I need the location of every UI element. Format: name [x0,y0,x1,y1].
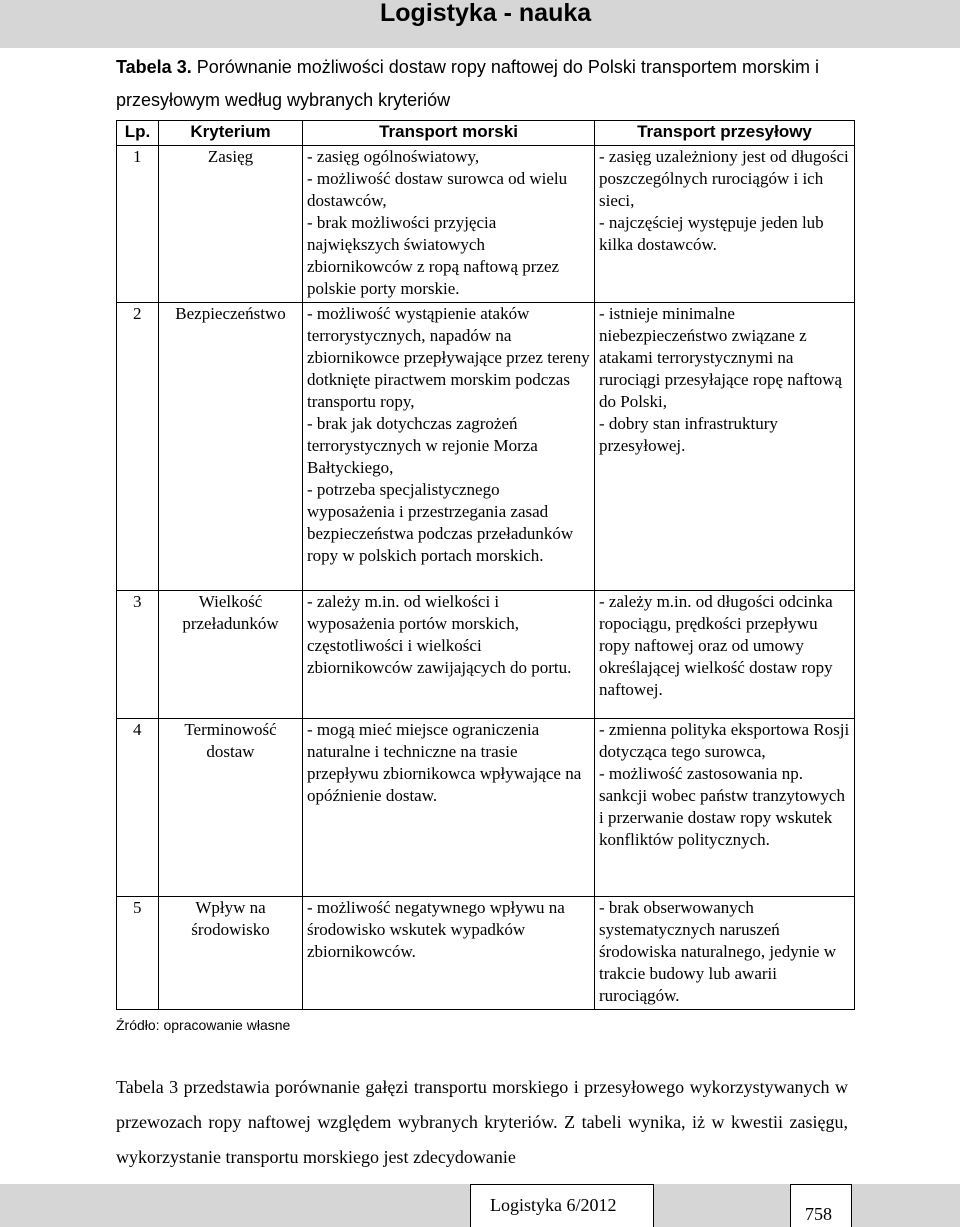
row-number-line: 5 [133,898,142,917]
row-sea-transport-line: - możliwość dostaw surowca od wielu dostawców, [307,169,568,210]
row-pipeline-transport [595,146,855,303]
row-sea-transport [303,591,595,719]
row-sea-transport [303,303,595,591]
row-criterion [159,897,303,1010]
row-pipeline-transport-line: - zasięg uzależniony jest od długości poszczególnych rurociągów i ich sieci, [599,147,849,210]
row-pipeline-transport-line: - najczęściej występuje jeden lub kilka dostawców. [599,213,824,254]
row-sea-transport [303,897,595,1010]
table-row [117,897,855,1010]
row-pipeline-transport [595,591,855,719]
table-row [117,591,855,719]
row-number [117,146,159,303]
column-header-sea: Transport morski [303,121,595,146]
row-sea-transport [303,719,595,897]
row-pipeline-transport-line: - możliwość zastosowania np. sankcji wobec państw tranzytowych i przerwanie dostaw ropy wskutek konfliktów politycznych. [599,764,845,849]
column-header-pipeline: Transport przesyłowy [595,121,855,146]
row-number [117,303,159,591]
row-pipeline-transport-line: - zależy m.in. od długości odcinka ropociągu, prędkości przepływu ropy naftowej oraz od umowy określającej wielkość dostaw ropy naftowej. [599,592,833,699]
caption-text: Porównanie możliwości dostaw ropy naftowej do Polski transportem morskim i przesyłowym według wybranych kryteriów [116,57,819,110]
row-number-line: 4 [133,720,142,739]
row-criterion-line: Bezpieczeństwo [175,304,286,323]
row-criterion [159,591,303,719]
comparison-table [116,120,855,1010]
row-sea-transport-line: - możliwość wystąpienie ataków terrorystycznych, napadów na zbiornikowce przepływające przez tereny dotknięte piractwem morskim podczas transportu ropy, [307,304,590,411]
row-number [117,719,159,897]
page-header-title: Logistyka - nauka [380,0,592,27]
row-pipeline-transport-line: - istnieje minimalne niebezpieczeństwo związane z atakami terrorystycznymi na rurociągi przesyłające ropę naftową do Polski, [599,304,843,411]
row-pipeline-transport [595,303,855,591]
row-sea-transport-line: - zasięg ogólnoświatowy, [307,147,480,166]
table-caption [116,51,856,117]
row-sea-transport-line: - brak możliwości przyjęcia największych światowych zbiornikowców z ropą naftową przez polskie porty morskie. [307,213,560,298]
row-criterion-line: Wielkość przeładunków [182,592,279,633]
table-row [117,719,855,897]
table-header-row [117,121,855,146]
row-number [117,591,159,719]
row-number-line: 3 [133,592,142,611]
row-sea-transport [303,146,595,303]
body-paragraph: Tabela 3 przedstawia porównanie gałęzi transportu morskiego i przesyłowego wykorzystywanych w przewozach ropy naftowej względem wybranych kryteriów. Z tabeli wynika, iż w kwestii zasięgu, wykorzystanie transportu morskiego jest zdecydowanie [116,1077,848,1167]
table-row [117,146,855,303]
row-pipeline-transport-line: - brak obserwowanych systematycznych naruszeń środowiska naturalnego, jedynie w trakcie budowy lub awarii rurociągów. [599,898,836,1005]
row-sea-transport-line: - mogą mieć miejsce ograniczenia naturalne i techniczne na trasie przepływu zbiornikowca wpływające na opóźnienie dostaw. [307,720,582,805]
row-sea-transport-line: - potrzeba specjalistycznego wyposażenia i przestrzegania zasad bezpieczeństwa podczas przeładunków ropy w polskich portach morskich. [307,480,574,565]
caption-label: Tabela 3. [116,57,192,77]
row-pipeline-transport [595,719,855,897]
row-criterion [159,303,303,591]
row-pipeline-transport [595,897,855,1010]
row-sea-transport-line: - zależy m.in. od wielkości i wyposażenia portów morskich, częstotliwości i wielkości zbiornikowców zawijających do portu. [307,592,572,677]
column-header-lp: Lp. [117,121,159,146]
row-number-line: 2 [133,304,142,323]
table-row [117,303,855,591]
page-number: 758 [805,1204,832,1224]
row-number-line: 1 [133,147,142,166]
row-pipeline-transport-line: - zmienna polityka eksportowa Rosji dotycząca tego surowca, [599,720,850,761]
source-note: Źródło: opracowanie własne [116,1017,291,1033]
row-sea-transport-line: - możliwość negatywnego wpływu na środowisko wskutek wypadków zbiornikowców. [307,898,565,961]
row-number [117,897,159,1010]
row-pipeline-transport-line: - dobry stan infrastruktury przesyłowej. [599,414,778,455]
row-sea-transport-line: - brak jak dotychczas zagrożeń terrorystycznych w rejonie Morza Bałtyckiego, [307,414,538,477]
row-criterion [159,146,303,303]
row-criterion [159,719,303,897]
row-criterion-line: Wpływ na środowisko [191,898,270,939]
row-criterion-line: Zasięg [207,147,254,166]
footer-journal: Logistyka 6/2012 [490,1195,617,1215]
column-header-criterion: Kryterium [159,121,303,146]
row-criterion-line: Terminowość dostaw [184,720,277,761]
